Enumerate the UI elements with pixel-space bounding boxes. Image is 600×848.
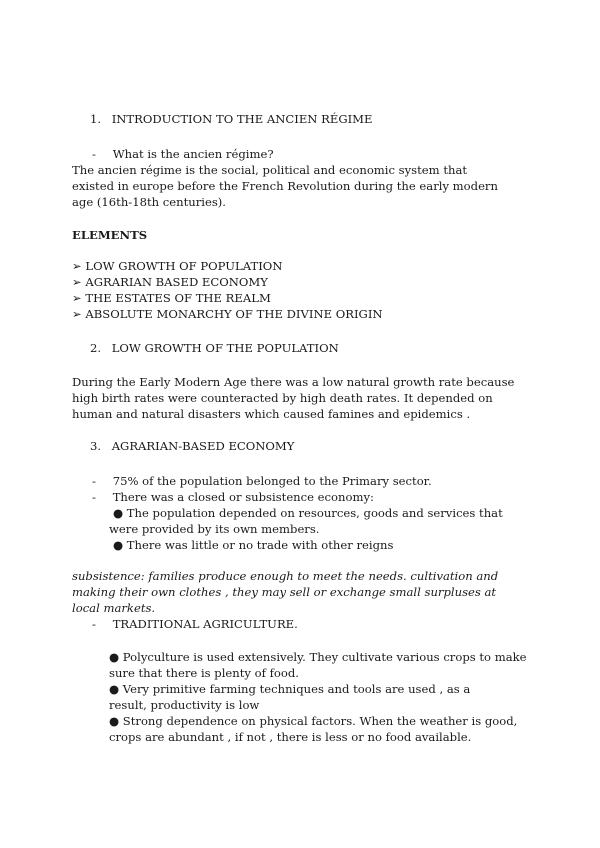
section-heading-1: [90, 111, 373, 127]
element-item: ➢ AGRARIAN BASED ECONOMY: [72, 275, 268, 289]
dash-marker: -: [92, 147, 96, 161]
subsistence-definition: subsistence: families produce enough to meet the needs. cultivation and making their own clothes , they may sell or exchange small surpluses at local markets.: [72, 569, 499, 615]
economy-item-2: [92, 489, 374, 505]
agriculture-title: TRADITIONAL AGRICULTURE.: [112, 617, 298, 631]
section-number: 1.: [90, 112, 102, 126]
section-number: 2.: [90, 341, 102, 355]
section-title: AGRARIAN-BASED ECONOMY: [111, 439, 295, 453]
section-heading-3: [90, 438, 294, 454]
section-title: LOW GROWTH OF THE POPULATION: [111, 341, 339, 355]
section-title: INTRODUCTION TO THE ANCIEN RÉGIME: [111, 112, 373, 126]
economy-item-text: There was a closed or subsistence economy:: [112, 490, 374, 504]
dash-marker: -: [92, 474, 96, 488]
agriculture-bullet: ● Strong dependence on physical factors. When the weather is good, crops are abundant , if not , there is less or no food available.: [109, 714, 518, 744]
dash-marker: -: [92, 490, 96, 504]
element-item: ➢ THE ESTATES OF THE REALM: [72, 291, 271, 305]
economy-item-1: [92, 473, 432, 489]
element-item: ➢ LOW GROWTH OF POPULATION: [72, 259, 283, 273]
section-heading-2: [90, 340, 339, 356]
intro-question: [92, 146, 274, 162]
question-text: What is the ancien régime?: [112, 147, 274, 161]
agriculture-bullet: ● Very primitive farming techniques and tools are used , as a result, productivity is low: [109, 682, 471, 712]
population-text: During the Early Modern Age there was a low natural growth rate because high birth rates were counteracted by high death rates. It depended on human and natural disasters which caused famines and epidemics .: [72, 375, 515, 421]
element-item: ➢ ABSOLUTE MONARCHY OF THE DIVINE ORIGIN: [72, 307, 383, 321]
agriculture-bullet: ● Polyculture is used extensively. They cultivate various crops to make sure that there is plenty of food.: [109, 650, 527, 680]
intro-answer: The ancien régime is the social, political and economic system that existed in europe before the French Revolution during the early modern age (16th-18th centuries).: [72, 163, 498, 209]
dash-marker: -: [92, 617, 96, 631]
elements-heading: ELEMENTS: [72, 228, 148, 242]
agriculture-heading: [92, 616, 298, 632]
section-number: 3.: [90, 439, 102, 453]
economy-item-text: 75% of the population belonged to the Primary sector.: [112, 474, 432, 488]
economy-bullet-1: ● The population depended on resources, goods and services that were provided by its own members.: [109, 506, 503, 536]
economy-bullet-2: ● There was little or no trade with other reigns: [113, 538, 394, 552]
